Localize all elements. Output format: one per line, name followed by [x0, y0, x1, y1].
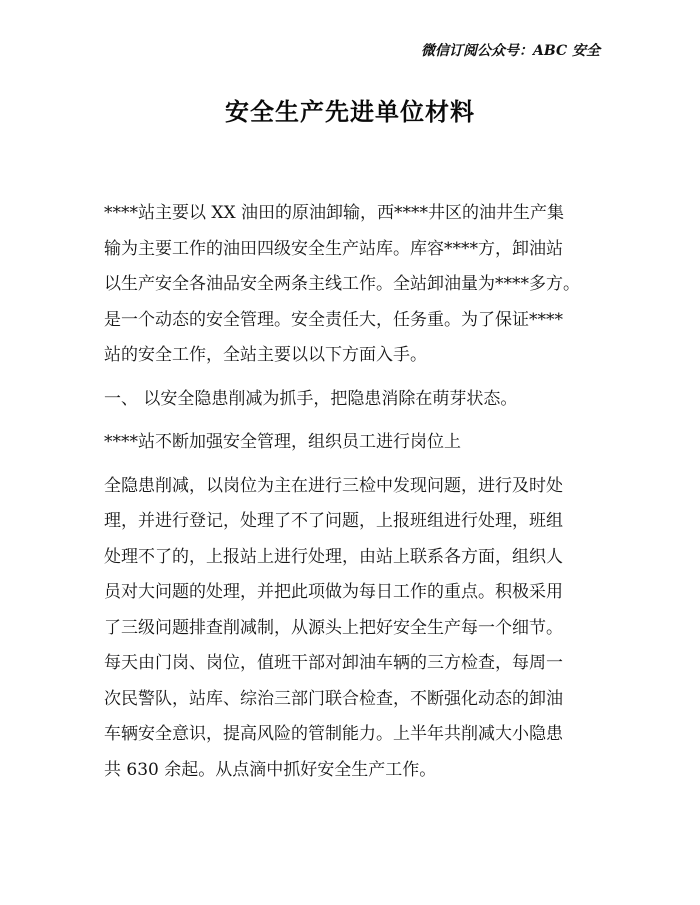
paragraph-gap	[104, 461, 624, 469]
paragraph-management	[104, 425, 624, 461]
text-line: 理，并进行登记，处理了不了问题，上报班组进行处理，班组	[104, 511, 563, 531]
text-line: 以生产安全各油品安全两条主线工作。全站卸油量为****多方。	[104, 274, 580, 294]
paragraph-gap	[104, 417, 624, 425]
text-line: 全隐患削减，以岗位为主在进行三检中发现问题，进行及时处	[104, 475, 563, 496]
text-line: ****站不断加强安全管理，组织员工进行岗位上	[104, 432, 461, 452]
header-note: 微信订阅公众号：ABC 安全	[421, 43, 600, 59]
paragraph-gap	[104, 374, 624, 382]
text-line: 每天由门岗、岗位，值班干部对卸油车辆的三方检查，每周一	[104, 653, 563, 673]
text-line: 员对大问题的处理，并把此项做为每日工作的重点。积极采用	[104, 582, 563, 602]
text-line: 共 630 余起。从点滴中抓好安全生产工作。	[104, 759, 437, 780]
text-line: 输为主要工作的油田四级安全生产站库。库容****方，卸油站	[104, 238, 563, 259]
text-line: 了三级问题排查削减制，从源头上把好安全生产每一个细节。	[104, 617, 563, 638]
text-line: 处理不了的，上报站上进行处理，由站上联系各方面，组织人	[104, 546, 563, 567]
section-heading: 一、 以安全隐患削减为抓手，把隐患消除在萌芽状态。	[104, 388, 518, 409]
text-line: 车辆安全意识，提高风险的管制能力。上半年共削减大小隐患	[104, 724, 563, 744]
page-title: 安全生产先进单位材料	[225, 97, 475, 126]
document-body	[104, 196, 624, 788]
paragraph-hazard-reduction	[104, 469, 624, 789]
text-line: 站的安全工作，全站主要以以下方面入手。	[104, 345, 427, 365]
text-line: 次民警队，站库、综治三部门联合检查，不断强化动态的卸油	[104, 688, 563, 709]
text-line: ****站主要以 XX 油田的原油卸输，西****井区的油井生产集	[104, 203, 565, 223]
text-line: 是一个动态的安全管理。安全责任大，任务重。为了保证****	[104, 309, 563, 330]
paragraph-intro	[104, 196, 624, 374]
